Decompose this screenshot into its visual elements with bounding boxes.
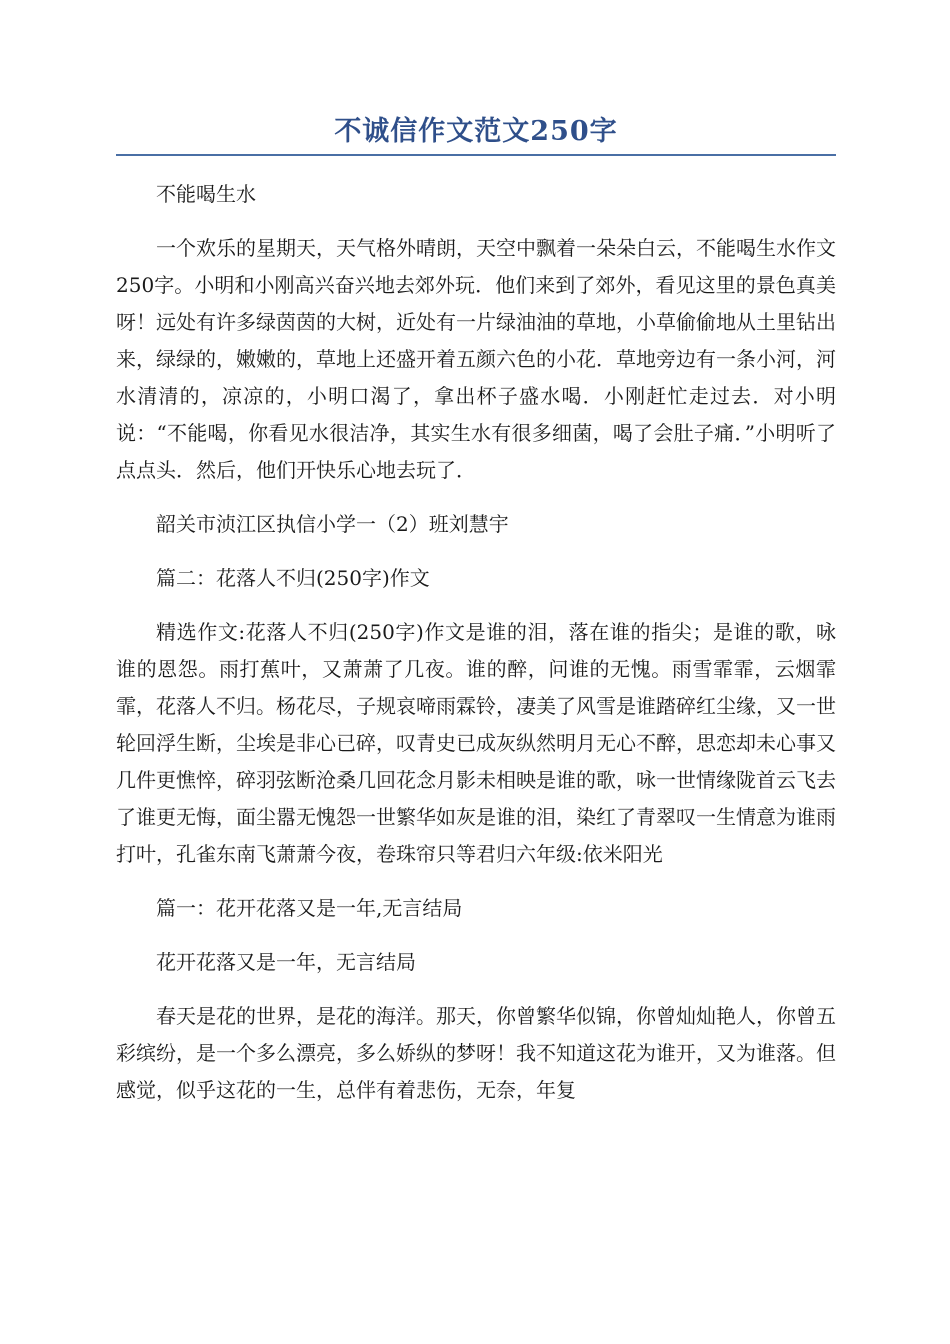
document-page: [116, 112, 836, 1126]
title-divider: [116, 154, 836, 156]
page-title: 不诚信作文范文250字: [334, 116, 618, 147]
section-heading: 花开花落又是一年，无言结局: [156, 950, 416, 974]
section-heading: 篇二：花落人不归(250字)作文: [156, 566, 430, 590]
section-heading: 篇一：花开花落又是一年,无言结局: [156, 896, 463, 920]
body-paragraph: 精选作文:花落人不归(250字)作文是谁的泪，落在谁的指尖；是谁的歌，咏谁的恩怨。雨打蕉叶，又萧萧了几夜。谁的醉，问谁的无愧。雨雪霏霏，云烟霏霏，花落人不归。杨花尽，子规哀啼雨霖铃，凄美了风雪是谁踏碎红尘缘，又一世轮回浮生断，尘埃是非心已碎，叹青史已成灰纵然明月无心不醉，思恋却未心事又几件更憔悴，碎羽弦断沧桑几回花念月影未相映是谁的歌，咏一世情缘陇首云飞去了谁更无悔，面尘嚣无愧怨一世繁华如灰是谁的泪，染红了青翠叹一生情意为谁雨打叶，孔雀东南飞萧萧今夜，卷珠帘只等君归六年级:依米阳光: [116, 620, 836, 866]
body-paragraph: 春天是花的世界，是花的海洋。那天，你曾繁华似锦，你曾灿灿艳人，你曾五彩缤纷，是一个多么漂亮，多么娇纵的梦呀！我不知道这花为谁开，又为谁落。但感觉，似乎这花的一生，总伴有着悲伤，无奈，年复: [116, 1004, 836, 1102]
author-line: 韶关市浈江区执信小学一（2）班刘慧宇: [156, 512, 509, 536]
body-paragraph: 一个欢乐的星期天，天气格外晴朗，天空中飘着一朵朵白云，不能喝生水作文250字。小明和小刚高兴奋兴地去郊外玩．他们来到了郊外，看见这里的景色真美呀！远处有许多绿茵茵的大树，近处有一片绿油油的草地，小草偷偷地从土里钻出来，绿绿的，嫩嫩的，草地上还盛开着五颜六色的小花．草地旁边有一条小河，河水清清的，凉凉的，小明口渴了，拿出杯子盛水喝．小刚赶忙走过去．对小明说：“不能喝，你看见水很洁净，其实生水有很多细菌，喝了会肚子痛．”小明听了点点头．然后，他们开快乐心地去玩了．: [116, 236, 836, 482]
section-heading: 不能喝生水: [156, 182, 256, 206]
